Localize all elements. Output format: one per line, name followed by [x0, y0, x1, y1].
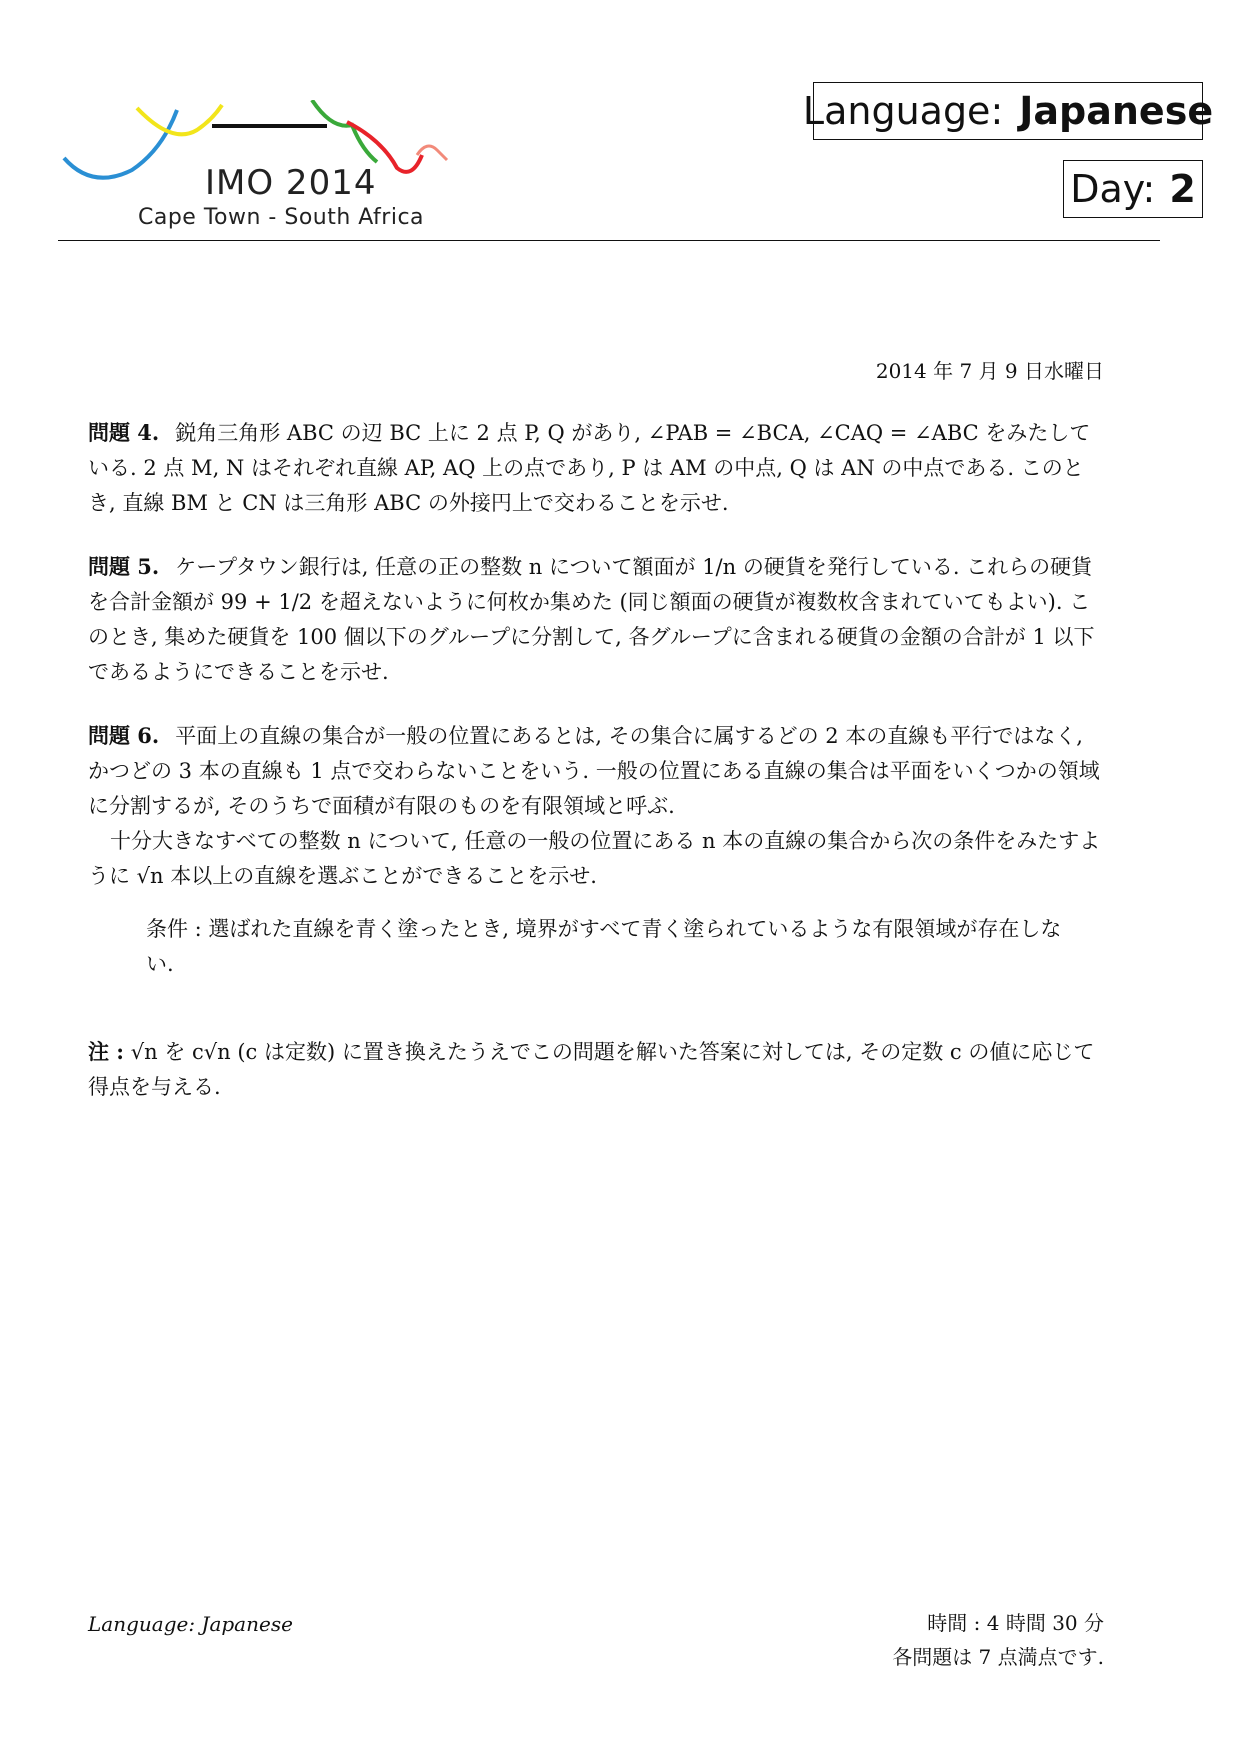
footer-language: Language: Japanese [88, 1612, 293, 1636]
day-box [1063, 160, 1203, 218]
problem-body [88, 415, 1104, 1105]
problem-6-text: 平面上の直線の集合が一般の位置にあるとは, その集合に属するどの 2 本の直線も平行ではなく, かつどの 3 本の直線も 1 点で交わらないことをいう. 一般の位置にある直線の集合は平面をいくつかの領域に分割するが, そのうちで面積が有限のものを有限領域と呼ぶ. [88, 724, 1100, 818]
logo-blue-stroke [64, 110, 177, 178]
problem-4-label: 問題 4. [88, 420, 160, 445]
day-value: 2 [1169, 167, 1196, 211]
problem-5 [88, 549, 1104, 690]
problem-4 [88, 415, 1104, 521]
note-text: √n を c√n (c は定数) に置き換えたうえでこの問題を解いた答案に対しては, その定数 c の値に応じて得点を与える. [88, 1040, 1095, 1099]
note [88, 1034, 1104, 1105]
logo-subtitle: Cape Town - South Africa [138, 205, 425, 230]
language-label: Language: [802, 89, 1004, 133]
problem-5-text: ケープタウン銀行は, 任意の正の整数 n について額面が 1/n の硬貨を発行している. これらの硬貨を合計金額が 99 + 1/2 を超えないように何枚か集めた (同じ額面の硬貨が複数枚含まれていてもよい). このとき, 集めた硬貨を 100 個以下のグループに分割して, 各グループに含まれる硬貨の金額の合計が 1 以下であるようにできることを示せ. [88, 555, 1095, 684]
note-label: 注 : [88, 1039, 125, 1064]
problem-4-text: 鋭角三角形 ABC の辺 BC 上に 2 点 P, Q があり, ∠PAB = ∠BCA, ∠CAQ = ∠ABC をみたしている. 2 点 M, N はそれぞれ直線 AP, AQ 上の点であり, P は AM の中点, Q は AN の中点である. このとき, 直線 BM と CN は三角形 ABC の外接円上で交わることを示せ. [88, 421, 1091, 515]
problem-5-label: 問題 5. [88, 554, 160, 579]
exam-date: 2014 年 7 月 9 日水曜日 [875, 359, 1104, 383]
language-box [802, 82, 1214, 140]
logo-green-stroke [312, 100, 377, 162]
footer-points: 各問題は 7 点満点です. [892, 1645, 1104, 1669]
header-rule [58, 240, 1160, 241]
day-label: Day: [1070, 167, 1156, 211]
problem-6-text2: 十分大きなすべての整数 n について, 任意の一般の位置にある n 本の直線の集合から次の条件をみたすように √n 本以上の直線を選ぶことができることを示せ. [88, 829, 1101, 888]
problem-6-condition: 条件 : 選ばれた直線を青く塗ったとき, 境界がすべて青く塗られているような有限領域が存在しない. [146, 917, 1062, 976]
problem-6-label: 問題 6. [88, 723, 160, 748]
logo-yellow-stroke [137, 105, 222, 134]
footer-time: 時間 : 4 時間 30 分 [927, 1611, 1104, 1635]
problem-6 [88, 718, 1104, 982]
footer-info [892, 1606, 1104, 1674]
language-value: Japanese [1019, 89, 1214, 133]
logo-title: IMO 2014 [205, 163, 377, 203]
